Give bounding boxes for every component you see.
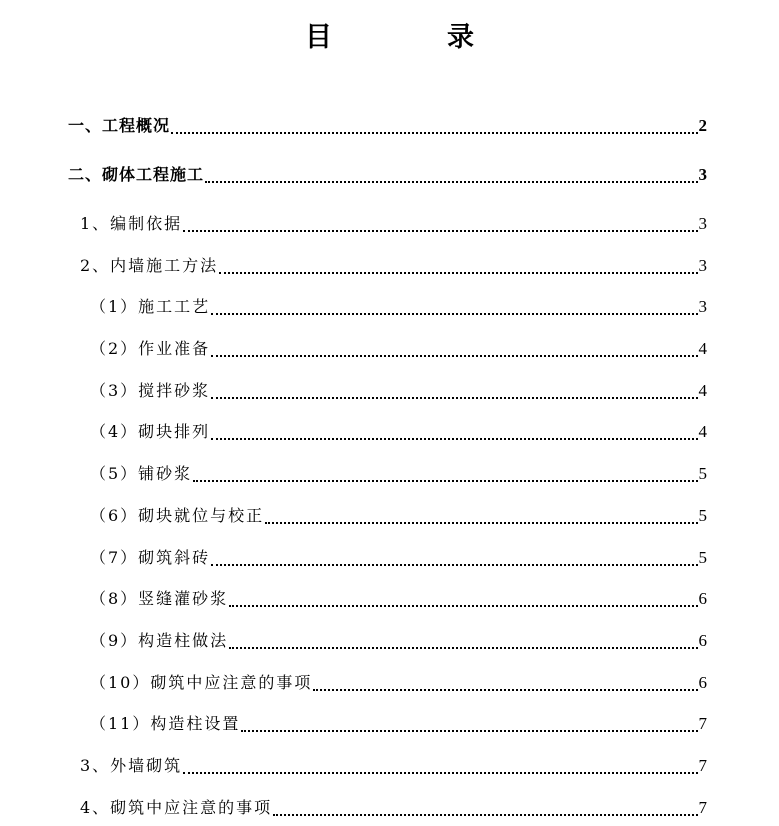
dot-leader: [273, 814, 697, 816]
toc-entry-page: 5: [698, 464, 707, 483]
dot-leader: [219, 272, 697, 274]
toc-entry-page: 3: [698, 165, 707, 184]
toc-entry-page: 4: [698, 422, 707, 441]
dot-leader: [205, 181, 697, 183]
dot-leader: [183, 230, 697, 232]
toc-entry-label: 1、编制依据: [80, 214, 183, 233]
toc-entry-label: （5）铺砂浆: [90, 464, 193, 483]
toc-entry-block-positioning[interactable]: [90, 503, 707, 529]
toc-entry-interior-wall-method[interactable]: [80, 253, 707, 279]
toc-entry-process[interactable]: [90, 294, 707, 320]
dot-leader: [193, 480, 697, 482]
toc-entry-page: 6: [698, 631, 707, 650]
dot-leader: [183, 772, 697, 774]
dot-leader: [171, 132, 697, 134]
toc-entry-column-setup[interactable]: [90, 711, 707, 737]
toc-entry-basis[interactable]: [80, 211, 707, 237]
dot-leader: [313, 689, 697, 691]
toc-entry-page: 7: [698, 798, 707, 817]
toc-entry-label: 4、砌筑中应注意的事项: [80, 798, 273, 817]
toc-entry-label: （6）砌块就位与校正: [90, 506, 265, 525]
toc-entry-page: 5: [698, 506, 707, 525]
toc-entry-general-notes[interactable]: [80, 795, 707, 821]
toc-entry-vertical-joint-grouting[interactable]: [90, 586, 707, 612]
toc-entry-masonry-notes[interactable]: [90, 670, 707, 696]
toc-entry-label: （8）竖缝灌砂浆: [90, 589, 229, 608]
toc-entry-exterior-wall[interactable]: [80, 753, 707, 779]
toc-entry-label: （9）构造柱做法: [90, 631, 229, 650]
toc-entry-label: （7）砌筑斜砖: [90, 548, 211, 567]
toc-entry-page: 6: [698, 673, 707, 692]
dot-leader: [211, 397, 697, 399]
toc-entry-label: 3、外墙砌筑: [80, 756, 183, 775]
toc-entry-page: 7: [698, 756, 707, 775]
toc-entry-label: 二、砌体工程施工: [68, 165, 205, 184]
toc-entry-label: （10）砌筑中应注意的事项: [90, 673, 313, 692]
dot-leader: [211, 438, 697, 440]
toc-entry-mortar-laying[interactable]: [90, 461, 707, 487]
dot-leader: [229, 605, 697, 607]
toc-entry-oblique-brick[interactable]: [90, 545, 707, 571]
toc-entry-page: 2: [698, 116, 707, 135]
toc-entry-page: 4: [698, 381, 707, 400]
toc-entry-label: 2、内墙施工方法: [80, 256, 219, 275]
toc-entry-label: （11）构造柱设置: [90, 714, 241, 733]
toc-entry-page: 7: [698, 714, 707, 733]
toc-entry-page: 6: [698, 589, 707, 608]
toc-entry-page: 3: [698, 256, 707, 275]
toc-entry-project-overview[interactable]: [68, 113, 707, 139]
dot-leader: [211, 313, 697, 315]
dot-leader: [211, 564, 697, 566]
toc-entry-page: 5: [698, 548, 707, 567]
dot-leader: [241, 730, 697, 732]
toc-entry-label: （4）砌块排列: [90, 422, 211, 441]
toc-entry-preparation[interactable]: [90, 336, 707, 362]
page-title: 目 录: [305, 22, 518, 53]
toc-entry-mortar-mixing[interactable]: [90, 378, 707, 404]
toc-entry-label: （3）搅拌砂浆: [90, 381, 211, 400]
dot-leader: [211, 355, 697, 357]
toc-entry-column-method[interactable]: [90, 628, 707, 654]
toc-entry-label: （1）施工工艺: [90, 297, 211, 316]
toc-entry-block-arrangement[interactable]: [90, 419, 707, 445]
toc-entry-page: 4: [698, 339, 707, 358]
toc-entry-page: 3: [698, 214, 707, 233]
toc-entry-label: 一、工程概况: [68, 116, 171, 135]
toc-entry-page: 3: [698, 297, 707, 316]
dot-leader: [265, 522, 697, 524]
dot-leader: [229, 647, 697, 649]
toc-entry-label: （2）作业准备: [90, 339, 211, 358]
toc-entry-masonry-works[interactable]: [68, 162, 707, 188]
